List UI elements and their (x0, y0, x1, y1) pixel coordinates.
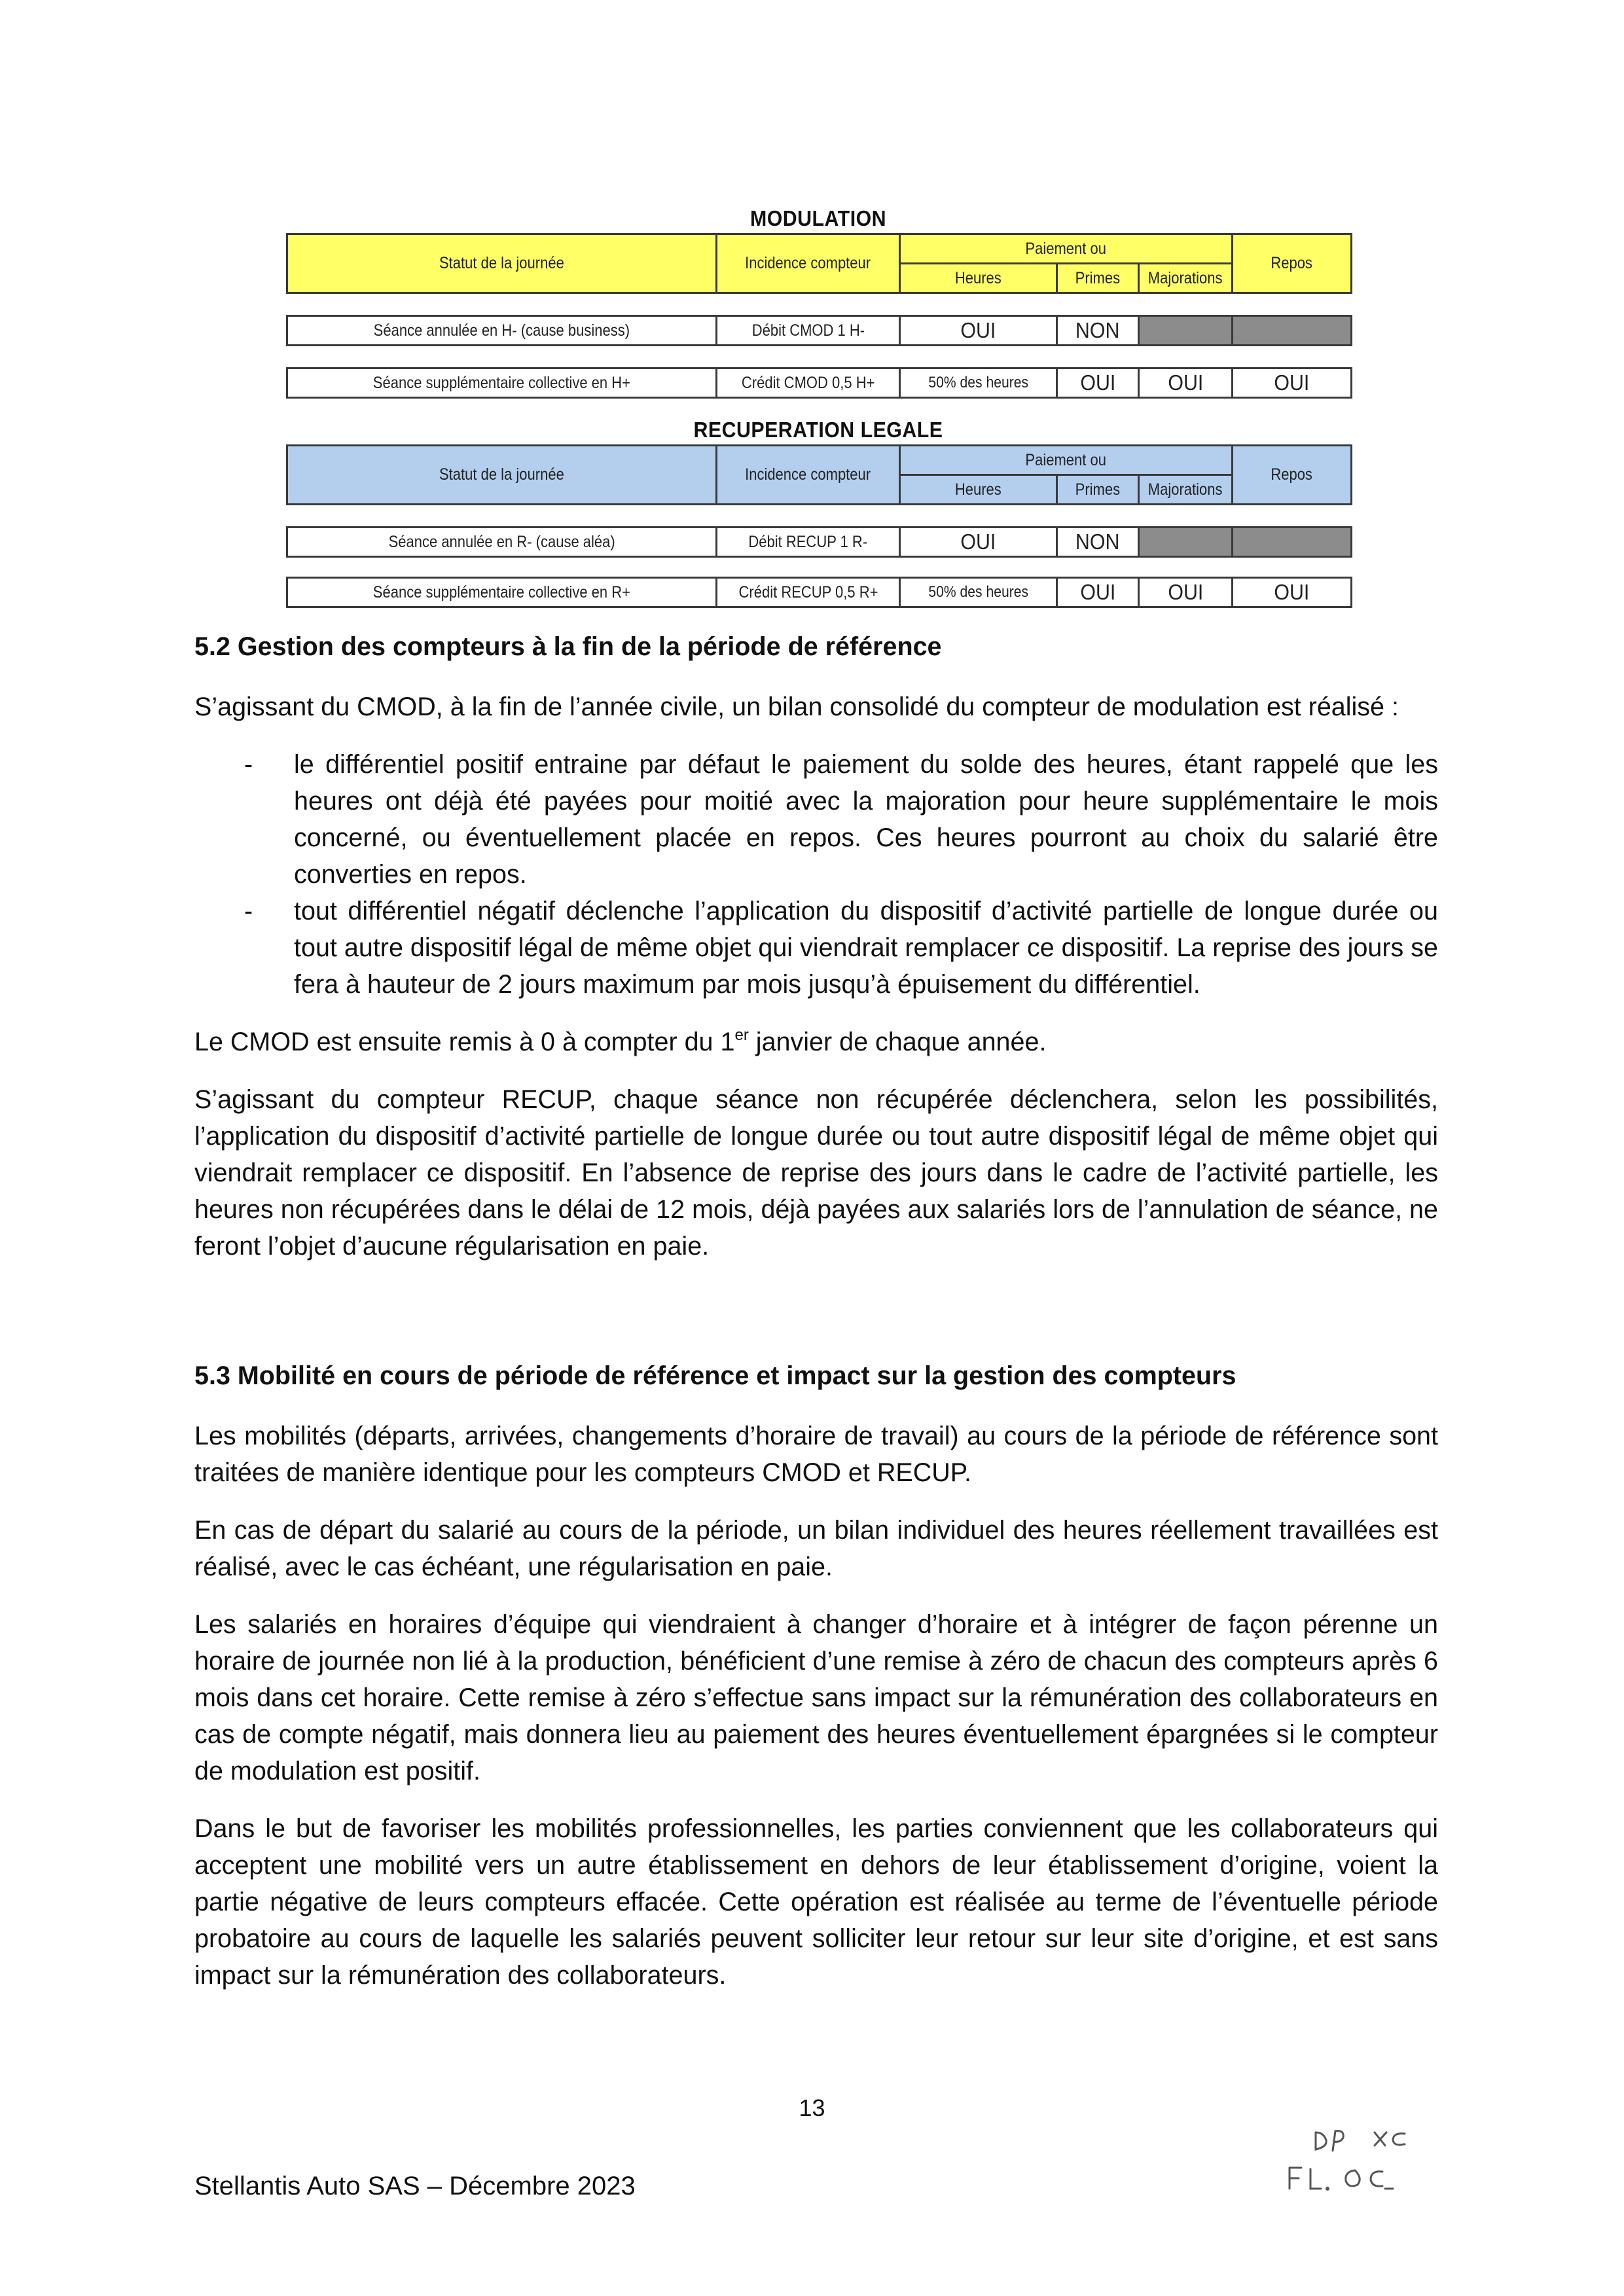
list-item (194, 893, 1438, 1003)
table-row (287, 528, 1352, 557)
cell-heures: OUI (900, 316, 1057, 346)
cell-statut: Séance annulée en H- (cause business) (287, 316, 717, 346)
compteurs-tables (286, 204, 1350, 608)
cell-heures: OUI (900, 528, 1057, 557)
table-row (287, 368, 1352, 398)
bullet-list (194, 746, 1438, 1003)
header-incidence: Incidence compteur (717, 234, 900, 293)
header-heures: Heures (900, 264, 1057, 293)
cell-statut: Séance supplémentaire collective en R+ (287, 578, 717, 607)
table-row (287, 316, 1352, 346)
header-primes: Primes (1057, 475, 1139, 505)
header-repos: Repos (1233, 446, 1352, 505)
recup-title: RECUPERATION LEGALE (693, 418, 943, 442)
paragraph: Dans le but de favoriser les mobilités professionnelles, les parties conviennent que les collaborateurs qui acceptent une mobilité vers un autre établissement en dehors de leur établissement d’origine, voient la partie négative de leurs compteurs effacée. Cette opération est réalisée au terme de l’éventuelle période probatoire au cours de laquelle les salariés peuvent solliciter leur retour sur leur site d’origine, et est sans impact sur la rémunération des collaborateurs. (194, 1814, 1438, 1990)
paragraph: Le CMOD est ensuite remis à 0 à compter du 1er janvier de chaque année. (194, 1026, 1047, 1056)
header-majorations: Majorations (1139, 264, 1233, 293)
cell-repos: OUI (1233, 578, 1352, 607)
table-header-row (287, 446, 1352, 475)
cell-primes: OUI (1057, 368, 1139, 398)
header-repos: Repos (1233, 234, 1352, 293)
list-item (194, 746, 1438, 893)
modulation-title: MODULATION (749, 206, 887, 230)
cell-primes: NON (1057, 316, 1139, 346)
paragraph: En cas de départ du salarié au cours de la période, un bilan individuel des heures réellement travaillées est réalisé, avec le cas échéant, une régularisation en paie. (194, 1516, 1438, 1581)
cell-incidence: Débit RECUP 1 R- (717, 528, 900, 557)
cell-incidence: Crédit RECUP 0,5 R+ (717, 578, 900, 607)
list-item-text: tout différentiel négatif déclenche l’application du dispositif d’activité partielle de longue durée ou tout autre dispositif légal de même objet qui viendrait remplacer ce dispositif. La reprise des jours se fera à hauteur de 2 jours maximum par mois jusqu’à épuisement du différentiel. (294, 897, 1438, 999)
cell-majorations: OUI (1139, 368, 1233, 398)
superscript: er (734, 1026, 749, 1044)
cell-repos-empty (1233, 316, 1352, 346)
cell-heures: 50% des heures (900, 368, 1057, 398)
table-header-row (287, 234, 1352, 264)
dash-bullet: - (244, 750, 253, 779)
cell-heures: 50% des heures (900, 578, 1057, 607)
cell-incidence: Débit CMOD 1 H- (717, 316, 900, 346)
header-majorations: Majorations (1139, 475, 1233, 505)
cell-statut: Séance supplémentaire collective en H+ (287, 368, 717, 398)
cell-statut: Séance annulée en R- (cause aléa) (287, 528, 717, 557)
cell-majorations-empty (1139, 316, 1233, 346)
cell-incidence: Crédit CMOD 0,5 H+ (717, 368, 900, 398)
document-body (194, 628, 1438, 2015)
header-paiement: Paiement ou (900, 234, 1233, 264)
paragraph: S’agissant du CMOD, à la fin de l’année civile, un bilan consolidé du compteur de modulation est réalisé : (194, 692, 1399, 721)
section-5-2-heading: 5.2 Gestion des compteurs à la fin de la période de référence (194, 632, 942, 661)
footer-text: Stellantis Auto SAS – Décembre 2023 (194, 2172, 636, 2200)
cell-primes: OUI (1057, 578, 1139, 607)
header-statut: Statut de la journée (287, 446, 717, 505)
section-5-3-heading: 5.3 Mobilité en cours de période de référence et impact sur la gestion des compteurs (194, 1361, 1236, 1390)
cell-majorations-empty (1139, 528, 1233, 557)
header-incidence: Incidence compteur (717, 446, 900, 505)
page-number: 13 (799, 2094, 825, 2121)
header-primes: Primes (1057, 264, 1139, 293)
table-row (287, 578, 1352, 607)
modulation-table (286, 233, 1352, 399)
header-heures: Heures (900, 475, 1057, 505)
header-statut: Statut de la journée (287, 234, 717, 293)
cell-majorations: OUI (1139, 578, 1233, 607)
list-item-text: le différentiel positif entraine par défaut le paiement du solde des heures, étant rappelé que les heures ont déjà été payées pour moitié avec la majoration pour heure supplémentaire le mois concerné, ou éventuellement placée en repos. Ces heures pourront au choix du salarié être converties en repos. (294, 750, 1438, 889)
header-paiement: Paiement ou (900, 446, 1233, 475)
dash-bullet: - (244, 897, 253, 925)
recup-table (286, 444, 1352, 608)
handwritten-initials (1276, 2121, 1447, 2206)
paragraph: Les salariés en horaires d’équipe qui viendraient à changer d’horaire et à intégrer de façon pérenne un horaire de journée non lié à la production, bénéficient d’une remise à zéro de chacun des compteurs après 6 mois dans cet horaire. Cette remise à zéro s’effectue sans impact sur la rémunération des collaborateurs en cas de compte négatif, mais donnera lieu au paiement des heures éventuellement épargnées si le compteur de modulation est positif. (194, 1610, 1438, 1785)
paragraph: Les mobilités (départs, arrivées, changements d’horaire de travail) au cours de la période de référence sont traitées de manière identique pour les compteurs CMOD et RECUP. (194, 1422, 1438, 1487)
paragraph: S’agissant du compteur RECUP, chaque séance non récupérée déclenchera, selon les possibilités, l’application du dispositif d’activité partielle de longue durée ou tout autre dispositif légal de même objet qui viendrait remplacer ce dispositif. En l’absence de reprise des jours dans le cadre de l’activité partielle, les heures non récupérées dans le délai de 12 mois, déjà payées aux salariés lors de l’annulation de séance, ne feront l’objet d’aucune régularisation en paie. (194, 1085, 1438, 1261)
cell-repos-empty (1233, 528, 1352, 557)
cell-primes: NON (1057, 528, 1139, 557)
cell-repos: OUI (1233, 368, 1352, 398)
